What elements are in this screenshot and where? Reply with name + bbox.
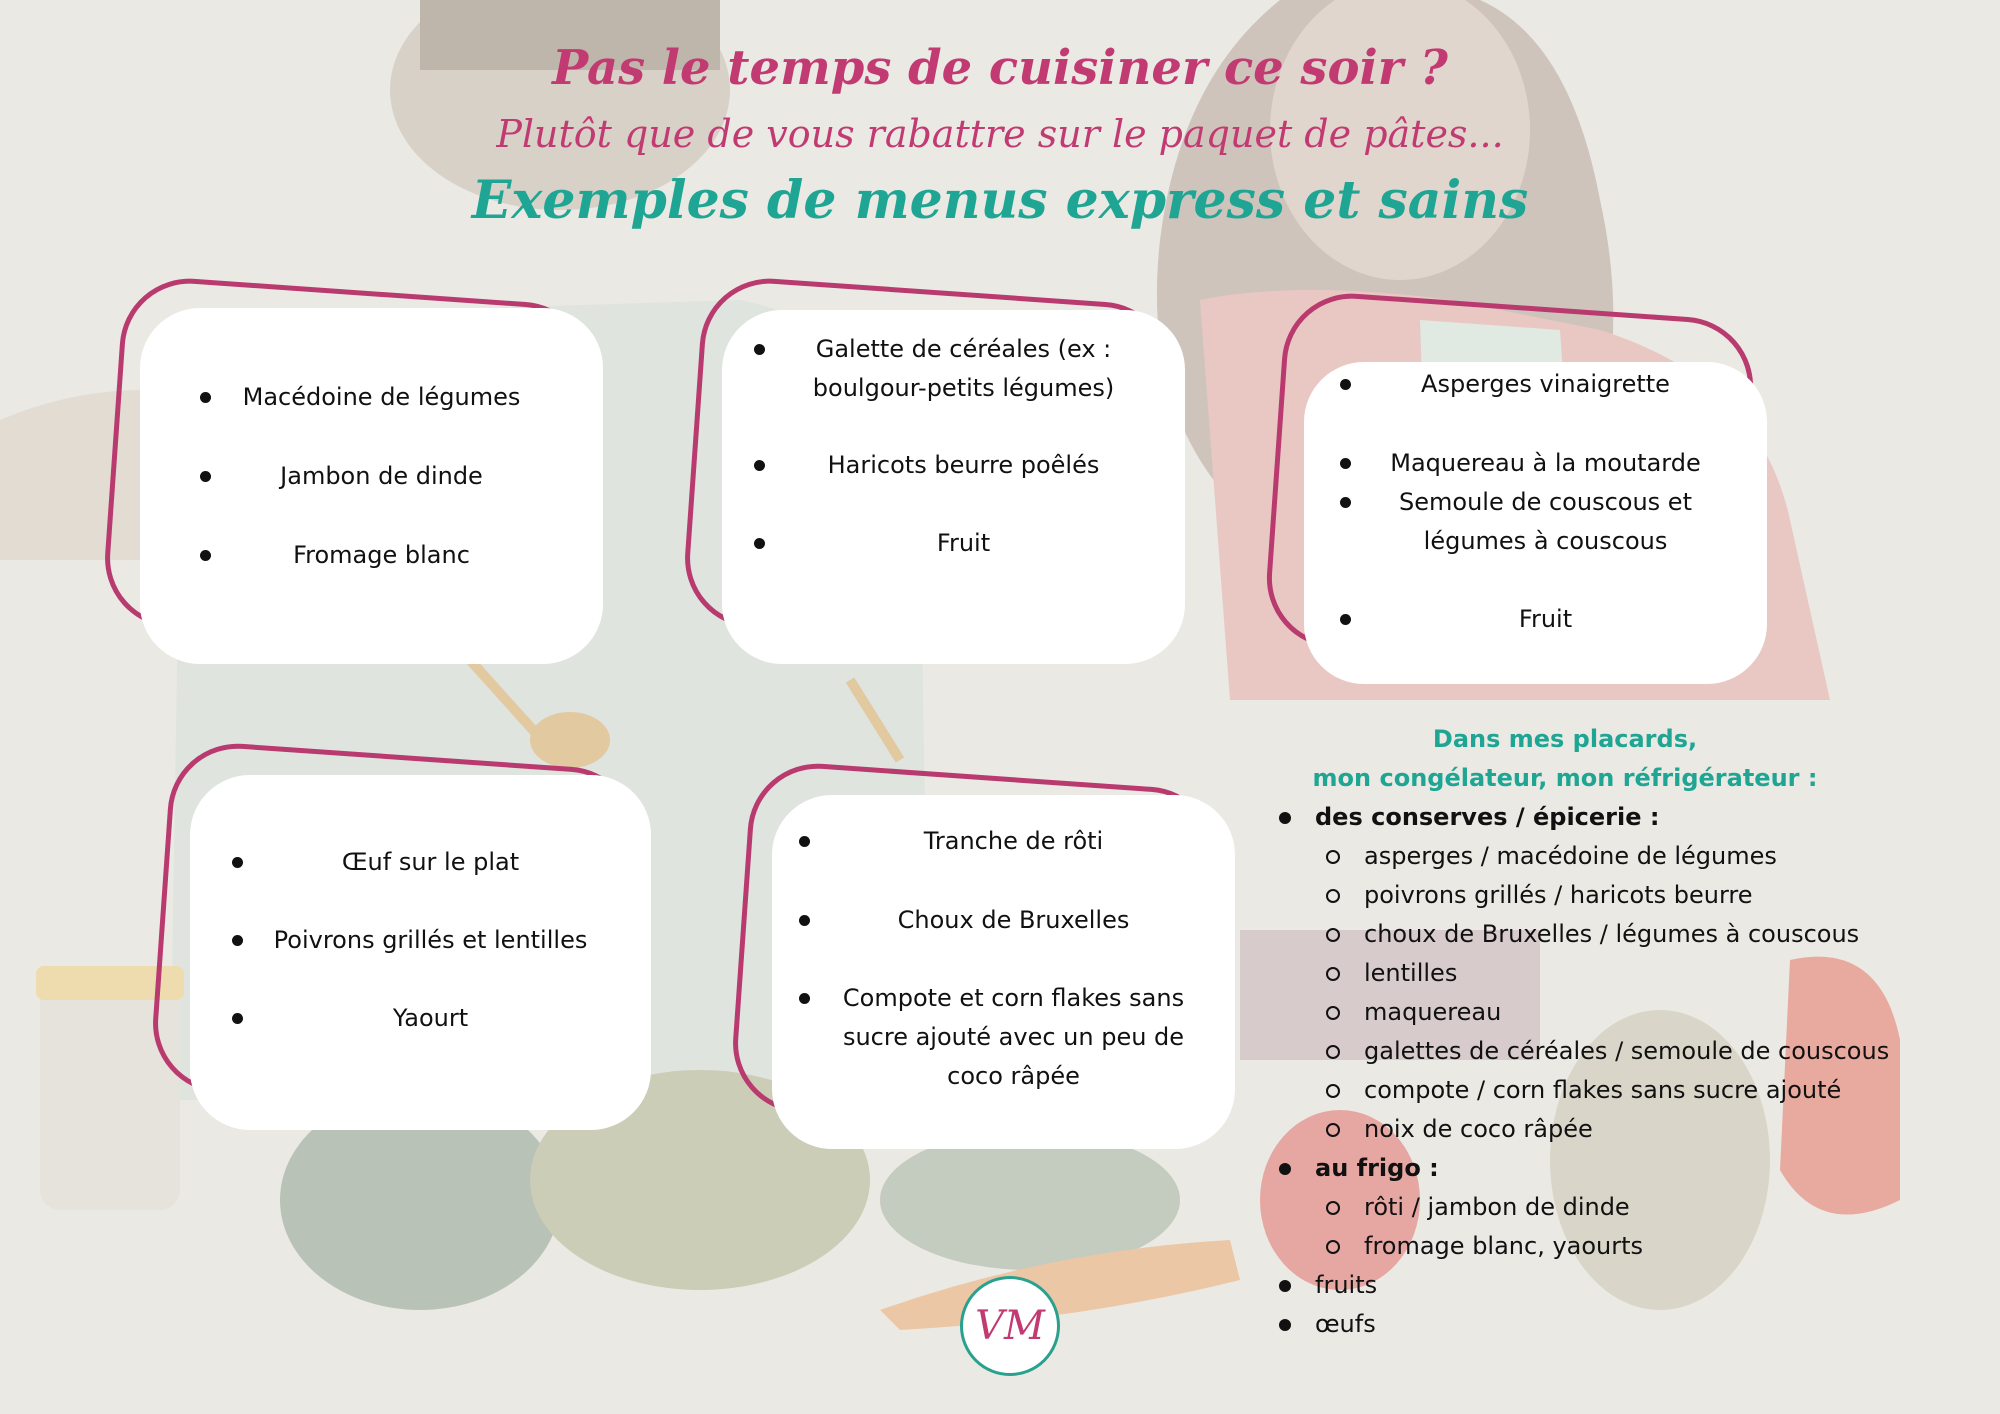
pantry-item: galettes de céréales / semoule de couscous: [1270, 1032, 1990, 1071]
brand-logo: VM: [960, 1276, 1060, 1376]
pantry-item: rôti / jambon de dinde: [1270, 1188, 1990, 1227]
menu-card-1: [140, 308, 603, 664]
page-heading: Exemples de menus express et sains: [471, 170, 1529, 231]
pantry-category: œufs: [1270, 1305, 1990, 1344]
menu-card-3: [1304, 362, 1767, 684]
menu-item: Semoule de couscous et légumes à couscous: [1304, 483, 1767, 561]
pantry-category: fruits: [1270, 1266, 1990, 1305]
menu-item: Choux de Bruxelles: [772, 901, 1235, 940]
pantry-item: choux de Bruxelles / légumes à couscous: [1270, 915, 1990, 954]
menu-item: Tranche de rôti: [772, 822, 1235, 861]
menu-item: Fruit: [722, 524, 1185, 563]
pantry-item: maquereau: [1270, 993, 1990, 1032]
menu-item: Maquereau à la moutarde: [1304, 444, 1767, 483]
menu-item: Fruit: [1304, 600, 1767, 639]
menu-item: Yaourt: [190, 999, 651, 1038]
menu-item: Poivrons grillés et lentilles: [190, 921, 651, 960]
menu-card-5: [772, 795, 1235, 1149]
menu-item: Fromage blanc: [140, 536, 603, 575]
pantry-item: poivrons grillés / haricots beurre: [1270, 876, 1990, 915]
pantry-item: asperges / macédoine de légumes: [1270, 837, 1990, 876]
menu-card-4: [190, 775, 651, 1130]
menu-item: Galette de céréales (ex : boulgour-petits légumes): [722, 330, 1185, 408]
page-subtitle: Plutôt que de vous rabattre sur le paquet de pâtes...: [496, 112, 1504, 156]
pantry-category: des conserves / épicerie :: [1270, 798, 1990, 837]
pantry-heading-line1: Dans mes placards,: [1432, 725, 1698, 753]
pantry-list: [1270, 720, 1990, 1344]
menu-item: Haricots beurre poêlés: [722, 446, 1185, 485]
menu-card-2: [722, 310, 1185, 664]
menu-item: Compote et corn flakes sans sucre ajouté avec un peu de coco râpée: [772, 979, 1235, 1096]
pantry-heading-line2: mon congélateur, mon réfrigérateur :: [1312, 764, 1818, 792]
page-title: Pas le temps de cuisiner ce soir ?: [552, 40, 1448, 96]
menu-item: Œuf sur le plat: [190, 843, 651, 882]
pantry-item: noix de coco râpée: [1270, 1110, 1990, 1149]
menu-item: Asperges vinaigrette: [1304, 365, 1767, 404]
pantry-item: compote / corn flakes sans sucre ajouté: [1270, 1071, 1990, 1110]
menu-item: Jambon de dinde: [140, 457, 603, 496]
menu-item: Macédoine de légumes: [140, 378, 603, 417]
pantry-item: lentilles: [1270, 954, 1990, 993]
pantry-category: au frigo :: [1270, 1149, 1990, 1188]
pantry-item: fromage blanc, yaourts: [1270, 1227, 1990, 1266]
